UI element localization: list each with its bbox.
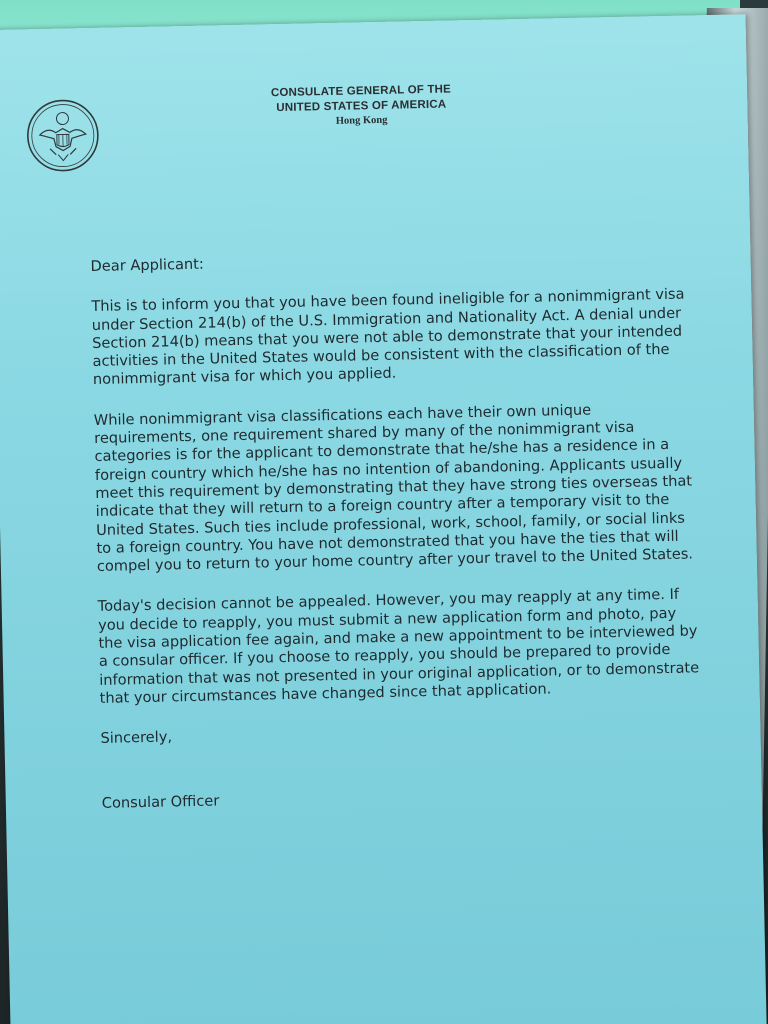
letterhead-city: Hong Kong	[335, 114, 388, 127]
letterhead-line-1: CONSULATE GENERAL OF THE	[270, 83, 452, 100]
paragraph-requirements: While nonimmigrant visa classifications each have their own unique requirements, one requirement shared by many of the nonimmigrant visa categories is for the applicant to demonstrate that he/she has a residence in a foreign country which he/she has no intention of abandoning. Applicants usually meet this requirement by demonstrating that they have strong ties overseas that indicate that they will return to a foreign country after a temporary visit to the United States. Such ties include professional, work, school, family, or social links to a foreign country. You have not demonstrated that you have the ties that will compel you to return to your home country after your travel to the United States.	[93, 401, 694, 576]
paragraph-reapply: Today's decision cannot be appealed. However, you may reapply at any time. If you decide to reapply, you must submit a new application form and photo, pay the visa application fee again, and make a new appointment to be interviewed by a consular officer. If you choose to reapply, you should be prepared to provide information that was not presented in your original application, or to demonstrate that your circumstances have changed since that application.	[97, 586, 700, 707]
letter-body	[90, 245, 701, 812]
letter-page	[0, 14, 767, 1024]
signature: Consular Officer	[101, 791, 220, 812]
letterhead	[241, 82, 482, 131]
letterhead-line-2: UNITED STATES OF AMERICA	[276, 98, 447, 115]
paragraph-ineligibility: This is to inform you that you have been found ineligible for a nonimmigrant visa under Section 214(b) of the U.S. Immigration and Nationality Act. A denial under Section 214(b) means that you were not able to demonstrate that your intended activities in the United States would be consistent with the classification of the nonimmigrant visa for which you applied.	[91, 285, 685, 389]
closing: Sincerely,	[100, 728, 173, 748]
greeting: Dear Applicant:	[90, 255, 205, 276]
great-seal-icon	[25, 98, 101, 174]
